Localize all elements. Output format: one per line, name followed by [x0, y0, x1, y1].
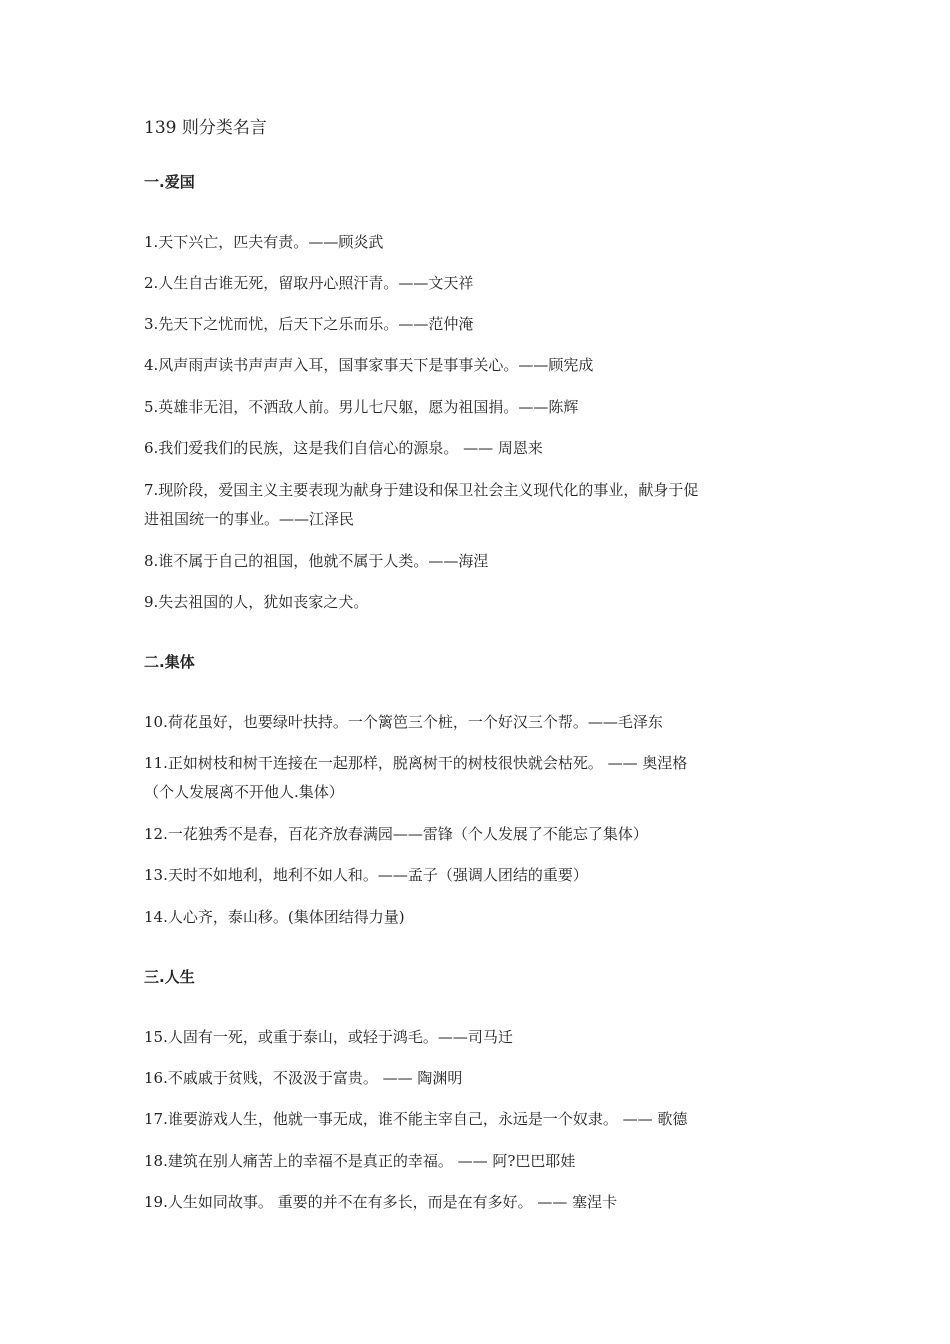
document-title: 139 则分类名言: [144, 118, 267, 138]
quote-item: [144, 547, 814, 576]
quote-line: 2.人生自古谁无死，留取丹心照汗青。——文天祥: [144, 274, 474, 292]
quote-line: 15.人固有一死，或重于泰山，或轻于鸿毛。——司马迁: [144, 1028, 513, 1046]
quote-line: 17.谁要游戏人生，他就一事无成，谁不能主宰自己，永远是一个奴隶。 —— 歌德: [144, 1110, 688, 1128]
quote-line: 4.风声雨声读书声声声入耳，国事家事天下是事事关心。——顾宪成: [144, 356, 594, 374]
quote-line: （个人发展离不开他人.集体）: [144, 783, 344, 801]
section-heading-collective: 二.集体: [144, 653, 195, 671]
quote-line: 5.英雄非无泪，不洒敌人前。男儿七尺躯，愿为祖国捐。——陈辉: [144, 398, 579, 416]
quote-item: [144, 1188, 814, 1217]
quote-item: [144, 351, 814, 380]
quote-line: 8.谁不属于自己的祖国，他就不属于人类。——海涅: [144, 552, 489, 570]
quote-item: [144, 228, 814, 257]
quote-item: [144, 861, 814, 890]
quote-item: [144, 269, 814, 298]
quote-line: 1.天下兴亡，匹夫有责。——顾炎武: [144, 233, 384, 251]
quote-item: [144, 588, 814, 617]
quote-item: [144, 903, 814, 932]
quote-line: 7.现阶段，爱国主义主要表现为献身于建设和保卫社会主义现代化的事业，献身于促: [144, 481, 699, 499]
quote-item: [144, 1105, 814, 1134]
quote-line: 进祖国统一的事业。——江泽民: [144, 510, 355, 528]
quote-line: 9.失去祖国的人，犹如丧家之犬。: [144, 593, 369, 611]
quote-item: [144, 708, 814, 737]
quote-item: [144, 434, 814, 463]
quote-item: [144, 310, 814, 339]
quote-line: 12.一花独秀不是春，百花齐放春满园——雷锋（个人发展了不能忘了集体）: [144, 825, 648, 843]
quote-line: 14.人心齐，泰山移。(集体团结得力量): [144, 908, 405, 926]
quote-line: 13.天时不如地利，地利不如人和。——孟子（强调人团结的重要）: [144, 866, 588, 884]
quote-line: 11.正如树枝和树干连接在一起那样，脱离树干的树枝很快就会枯死。 —— 奥涅格: [144, 754, 688, 772]
quote-item: [144, 1147, 814, 1176]
quote-item: [144, 476, 814, 534]
quote-line: 3.先天下之忧而忧，后天下之乐而乐。——范仲淹: [144, 315, 474, 333]
quote-item: [144, 393, 814, 422]
section-heading-patriotism: 一.爱国: [144, 173, 195, 191]
quote-item: [144, 1023, 814, 1052]
quote-line: 10.荷花虽好，也要绿叶扶持。一个篱笆三个桩，一个好汉三个帮。——毛泽东: [144, 713, 663, 731]
quote-item: [144, 820, 814, 849]
quote-line: 19.人生如同故事。 重要的并不在有多长，而是在有多好。 —— 塞涅卡: [144, 1193, 618, 1211]
quote-line: 6.我们爱我们的民族，这是我们自信心的源泉。 —— 周恩来: [144, 439, 543, 457]
quote-item: [144, 1064, 814, 1093]
quote-line: 16.不戚戚于贫贱，不汲汲于富贵。 —— 陶渊明: [144, 1069, 463, 1087]
section-heading-life: 三.人生: [144, 968, 195, 986]
quote-item: [144, 749, 814, 807]
quote-line: 18.建筑在别人痛苦上的幸福不是真正的幸福。 —— 阿?巴巴耶娃: [144, 1152, 576, 1170]
